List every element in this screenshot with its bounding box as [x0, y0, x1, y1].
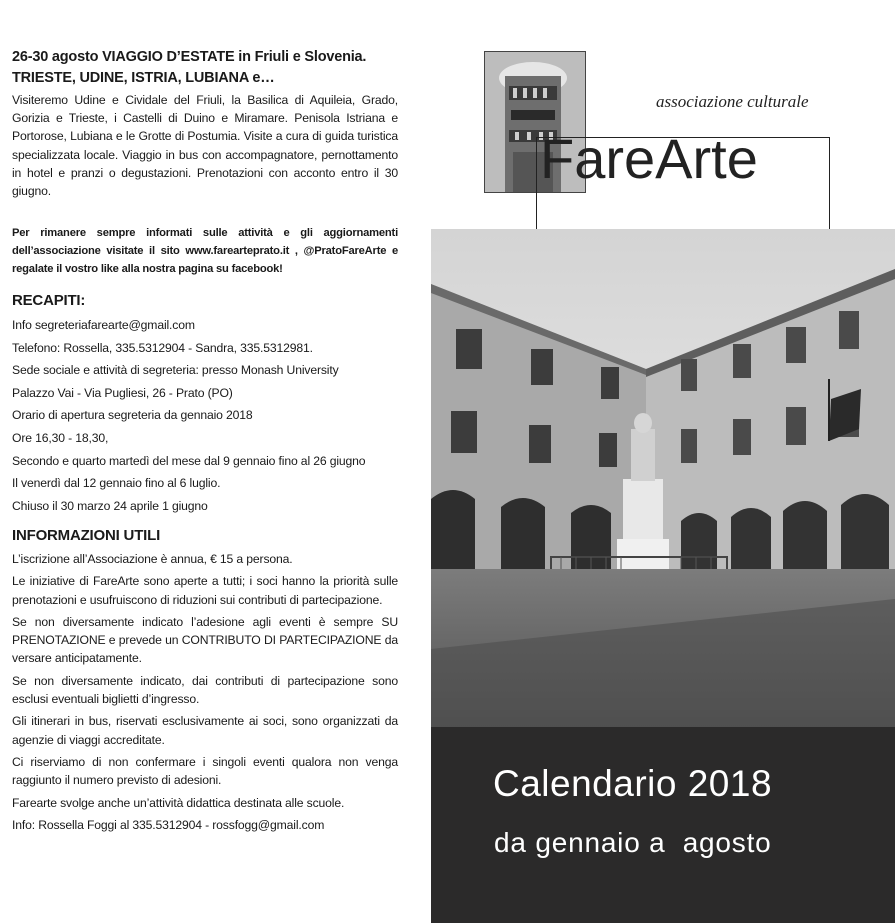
- recapiti-line: Orario di apertura segreteria da gennaio 2018: [12, 408, 253, 423]
- recapiti-line: Secondo e quarto martedì del mese dal 9 gennaio fino al 26 giugno: [12, 453, 366, 468]
- farearte-logo: [484, 51, 834, 194]
- recapiti-line: Sede sociale e attività di segreteria: presso Monash University: [12, 363, 339, 378]
- logo-name: FareArte: [540, 127, 758, 190]
- info-item: Info: Rossella Foggi al 335.5312904 - rossfogg@gmail.com: [12, 817, 325, 832]
- recapiti-line: Il venerdì dal 12 gennaio fino al 6 luglio.: [12, 476, 221, 491]
- social-notice: Per rimanere sempre informati sulle attività e gli aggiornamenti dell’associazione visitate il sito www.fareartеprato.it , @PratoFareArte e regalate il vostro like alla nostra pagina su facebook!: [12, 227, 398, 275]
- recapiti-line: Chiuso il 30 marzo 24 aprile 1 giugno: [12, 498, 208, 513]
- recapiti-line: Info segreteriafarearte@gmail.com: [12, 318, 195, 332]
- logo-subtitle: associazione culturale: [656, 92, 809, 111]
- recapiti-line: Telefono: Rossella, 335.5312904 - Sandra, 335.5312981.: [12, 340, 313, 355]
- recapiti-line: Ore 16,30 - 18,30,: [12, 430, 109, 445]
- info-item: Le iniziative di FareArte sono aperte a tutti; i soci hanno la priorità sulle prenotazioni e usufruiscono di riduzioni sui contributi di partecipazione.: [12, 574, 398, 607]
- info-item: Farearte svolge anche un’attività didattica destinata alle scuole.: [12, 795, 345, 810]
- info-heading: INFORMAZIONI UTILI: [12, 527, 161, 544]
- info-list: [12, 550, 398, 838]
- calendar-title: Calendario 2018: [493, 763, 773, 804]
- recapiti-line: Palazzo Vai - Via Pugliesi, 26 - Prato (PO): [12, 385, 233, 400]
- calendar-cover-panel: [431, 727, 895, 923]
- info-item: Gli itinerari in bus, riservati esclusivamente ai soci, sono organizzati da agenzie di viaggi accreditate.: [12, 714, 398, 747]
- recapiti-heading: RECAPITI:: [12, 292, 86, 309]
- trip-title-line1: 26-30 agosto VIAGGIO D’ESTATE in Friuli e Slovenia.: [12, 49, 367, 65]
- trip-description: Visiteremo Udine e Cividale del Friuli, la Basilica di Aquileia, Grado, Gorizia e Trieste, i Castelli di Duino e Miramare. Penisola Istriana e Portorose, Lubiana e le Grotte di Postumia. Visite a cura di guida turistica specializzata locale. Viaggio in bus con accompagnatore, pernottamento in hotel e pranzi o degustazioni. Prenotazioni con acconto entro il 30 giugno.: [12, 93, 398, 199]
- courtyard-photo: [431, 229, 895, 727]
- calendar-subtitle: da gennaio a agosto: [494, 827, 772, 858]
- recapiti-list: [12, 314, 400, 517]
- info-item: Se non diversamente indicato l’adesione agli eventi è sempre SU PRENOTAZIONE e prevede un CONTRIBUTO DI PARTECIPAZIONE da versare anticipatamente.: [12, 614, 398, 666]
- info-item: L’iscrizione all’Associazione è annua, € 15 a persona.: [12, 552, 293, 566]
- trip-title: [12, 47, 402, 89]
- info-item: Ci riserviamo di non confermare i singoli eventi qualora non venga raggiunto il numero previsto di adesioni.: [12, 754, 398, 788]
- info-item: Se non diversamente indicato, dai contributi di partecipazione sono esclusi eventuali biglietti d’ingresso.: [12, 673, 398, 707]
- trip-title-line2: TRIESTE, UDINE, ISTRIA, LUBIANA e…: [12, 70, 275, 86]
